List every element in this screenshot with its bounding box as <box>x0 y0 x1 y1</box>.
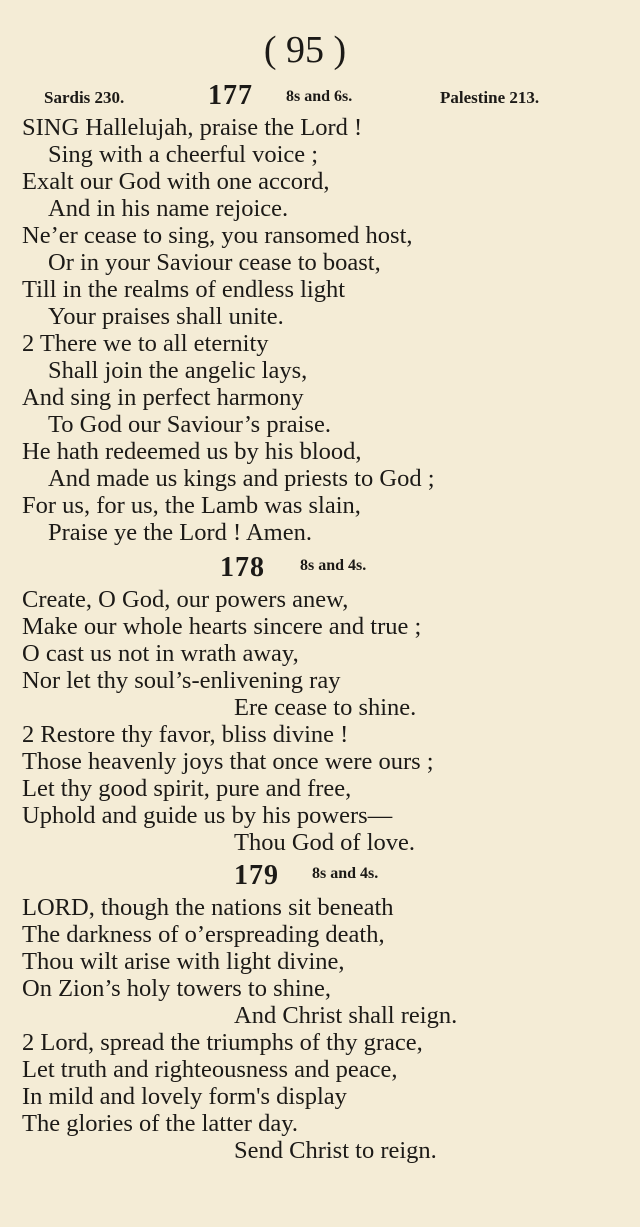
verse-line: Ne’er cease to sing, you ransomed host, <box>22 222 413 249</box>
hymn-178-header <box>0 552 640 582</box>
verse-line: On Zion’s holy towers to shine, <box>22 975 331 1002</box>
hymn-meter: 8s and 4s. <box>300 557 367 574</box>
hymn-179-header <box>0 860 640 890</box>
verse-line: And in his name rejoice. <box>48 195 289 222</box>
verse-line: Those heavenly joys that once were ours ; <box>22 748 434 775</box>
verse-line: Uphold and guide us by his powers— <box>22 802 393 829</box>
hymn-number: 177 <box>208 80 253 111</box>
verse-line: For us, for us, the Lamb was slain, <box>22 492 361 519</box>
verse-line: The darkness of o’erspreading death, <box>22 921 385 948</box>
verse-line: Till in the realms of endless light <box>22 276 346 303</box>
verse-line: Exalt our God with one accord, <box>22 168 330 195</box>
verse-line: Let truth and righteousness and peace, <box>22 1056 398 1083</box>
verse-line: 2 Lord, spread the triumphs of thy grace, <box>22 1029 423 1056</box>
verse-line: And sing in perfect harmony <box>22 384 304 411</box>
verse-line: Create, O God, our powers anew, <box>22 586 349 613</box>
verse-line: He hath redeemed us by his blood, <box>22 438 362 465</box>
verse-line: Thou wilt arise with light divine, <box>22 948 345 975</box>
verse-line: Sing with a cheerful voice ; <box>48 141 319 168</box>
tune-left: Sardis 230. <box>44 88 125 107</box>
verse-line: Or in your Saviour cease to boast, <box>48 249 381 276</box>
verse-line: The glories of the latter day. <box>22 1110 298 1137</box>
verse-line: To God our Saviour’s praise. <box>48 411 331 438</box>
verse-line: 2 Restore thy favor, bliss divine ! <box>22 721 349 748</box>
hymn-number: 179 <box>234 860 279 891</box>
hymn-meter: 8s and 6s. <box>286 88 353 105</box>
verse-line: O cast us not in wrath away, <box>22 640 299 667</box>
verse-line: Shall join the angelic lays, <box>48 357 308 384</box>
verse-line: Send Christ to reign. <box>234 1137 437 1164</box>
hymn-meter: 8s and 4s. <box>312 865 379 882</box>
verse-line: Nor let thy soul’s-enlivening ray <box>22 667 341 694</box>
verse-line: LORD, though the nations sit beneath <box>22 894 394 921</box>
verse-line: Make our whole hearts sincere and true ; <box>22 613 422 640</box>
hymn-number: 178 <box>220 552 265 583</box>
verse-line: In mild and lovely form's display <box>22 1083 347 1110</box>
verse-line: Ere cease to shine. <box>234 694 417 721</box>
verse-line: And Christ shall reign. <box>234 1002 458 1029</box>
verse-line: Let thy good spirit, pure and free, <box>22 775 352 802</box>
verse-line: 2 There we to all eternity <box>22 330 269 357</box>
hymn-177-header <box>0 80 640 110</box>
verse-line: Thou God of love. <box>234 829 415 856</box>
verse-line: Praise ye the Lord ! Amen. <box>48 519 312 546</box>
verse-line: SING Hallelujah, praise the Lord ! <box>22 114 363 141</box>
verse-line: Your praises shall unite. <box>48 303 284 330</box>
tune-right: Palestine 213. <box>440 88 540 107</box>
page-number: ( 95 ) <box>263 29 347 71</box>
verse-line: And made us kings and priests to God ; <box>48 465 435 492</box>
